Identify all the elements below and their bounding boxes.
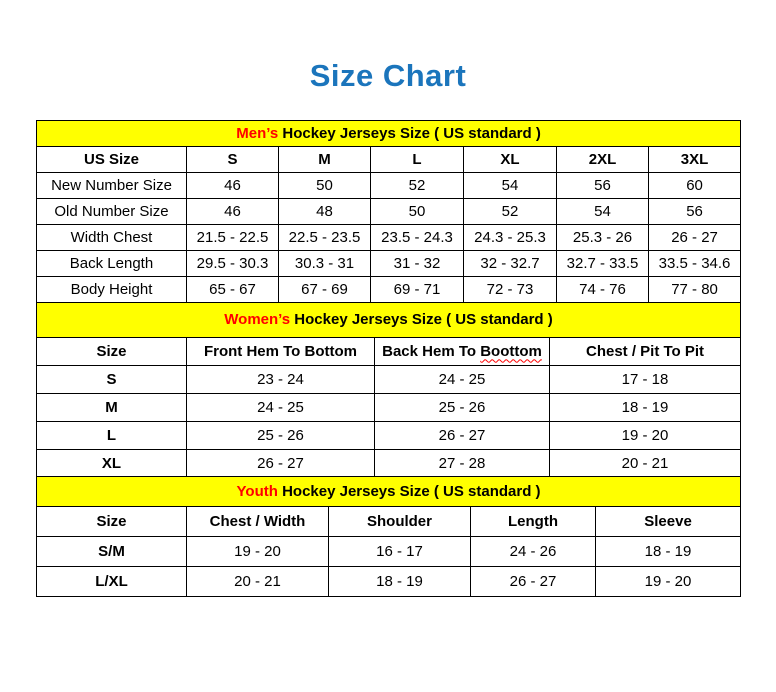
table-row [37,421,741,449]
column-header: 3XL [649,147,741,173]
size-value: 23 - 24 [187,365,375,393]
womens-table-title [37,302,741,337]
mens-title-accent: Men’s [236,125,279,142]
page-title: Size Chart [309,58,467,93]
size-value: 27 - 28 [375,449,550,477]
size-value: 19 - 20 [596,567,741,597]
table-row [37,365,741,393]
row-label: S [37,365,187,393]
youth-size-table [36,476,741,597]
size-value: 60 [649,173,741,199]
row-label: S/M [37,537,187,567]
column-header: Sleeve [596,507,741,537]
womens-band-row [37,302,741,337]
size-value: 20 - 21 [187,567,329,597]
womens-size-table [36,302,741,478]
row-label: New Number Size [37,173,187,199]
size-value: 23.5 - 24.3 [371,225,464,251]
size-value: 65 - 67 [187,277,279,303]
column-header: US Size [37,147,187,173]
size-value: 24 - 25 [375,365,550,393]
table-row [37,449,741,477]
size-value: 54 [464,173,557,199]
size-value: 26 - 27 [187,449,375,477]
size-value: 25.3 - 26 [557,225,649,251]
size-value: 50 [371,199,464,225]
youth-title-accent: Youth [236,483,278,500]
column-header: Length [471,507,596,537]
size-value: 26 - 27 [649,225,741,251]
size-chart-tables [36,120,740,597]
youth-table-title [37,477,741,507]
mens-title-rest: Hockey Jerseys Size ( US standard ) [278,125,541,142]
row-label: XL [37,449,187,477]
size-value: 69 - 71 [371,277,464,303]
size-value: 26 - 27 [471,567,596,597]
size-value: 52 [464,199,557,225]
column-header: Size [37,337,187,365]
size-value: 19 - 20 [550,421,741,449]
size-value: 32.7 - 33.5 [557,251,649,277]
table-row [37,199,741,225]
size-value: 46 [187,199,279,225]
size-value: 18 - 19 [550,393,741,421]
column-header-misspelled [375,337,550,365]
row-label: M [37,393,187,421]
row-label: Back Length [37,251,187,277]
table-row [37,251,741,277]
row-label: Old Number Size [37,199,187,225]
row-label: Body Height [37,277,187,303]
table-row [37,393,741,421]
womens-title-accent: Women’s [224,311,291,328]
column-header: S [187,147,279,173]
table-row [37,173,741,199]
column-header: Chest / Pit To Pit [550,337,741,365]
size-value: 24.3 - 25.3 [464,225,557,251]
size-value: 18 - 19 [596,537,741,567]
column-header: L [371,147,464,173]
table-row [37,567,741,597]
table-row [37,225,741,251]
column-header: Size [37,507,187,537]
size-value: 72 - 73 [464,277,557,303]
mens-band-row [37,121,741,147]
size-value: 46 [187,173,279,199]
column-header: XL [464,147,557,173]
size-value: 54 [557,199,649,225]
size-value: 18 - 19 [329,567,471,597]
size-value: 67 - 69 [279,277,371,303]
size-value: 33.5 - 34.6 [649,251,741,277]
size-value: 25 - 26 [375,393,550,421]
row-label: Width Chest [37,225,187,251]
spellcheck-underlined-word: Boottom [480,342,542,360]
size-value: 30.3 - 31 [279,251,371,277]
mens-table-title [37,121,741,147]
size-value: 21.5 - 22.5 [187,225,279,251]
size-value: 29.5 - 30.3 [187,251,279,277]
size-value: 20 - 21 [550,449,741,477]
column-header: Front Hem To Bottom [187,337,375,365]
size-value: 48 [279,199,371,225]
row-label: L/XL [37,567,187,597]
size-value: 17 - 18 [550,365,741,393]
size-value: 24 - 25 [187,393,375,421]
size-value: 25 - 26 [187,421,375,449]
size-value: 56 [557,173,649,199]
size-value: 77 - 80 [649,277,741,303]
size-value: 32 - 32.7 [464,251,557,277]
womens-header-row [37,337,741,365]
back-hem-label: Back Hem To [382,342,481,360]
size-value: 31 - 32 [371,251,464,277]
size-value: 22.5 - 23.5 [279,225,371,251]
size-value: 16 - 17 [329,537,471,567]
womens-title-rest: Hockey Jerseys Size ( US standard ) [290,311,553,328]
youth-band-row [37,477,741,507]
size-value: 56 [649,199,741,225]
table-row [37,277,741,303]
size-value: 24 - 26 [471,537,596,567]
column-header: 2XL [557,147,649,173]
size-value: 74 - 76 [557,277,649,303]
column-header: M [279,147,371,173]
table-row [37,537,741,567]
size-value: 52 [371,173,464,199]
column-header: Shoulder [329,507,471,537]
youth-header-row [37,507,741,537]
mens-header-row [37,147,741,173]
size-value: 26 - 27 [375,421,550,449]
youth-title-rest: Hockey Jerseys Size ( US standard ) [277,483,541,500]
size-value: 50 [279,173,371,199]
column-header: Chest / Width [187,507,329,537]
size-value: 19 - 20 [187,537,329,567]
mens-size-table [36,120,741,303]
row-label: L [37,421,187,449]
